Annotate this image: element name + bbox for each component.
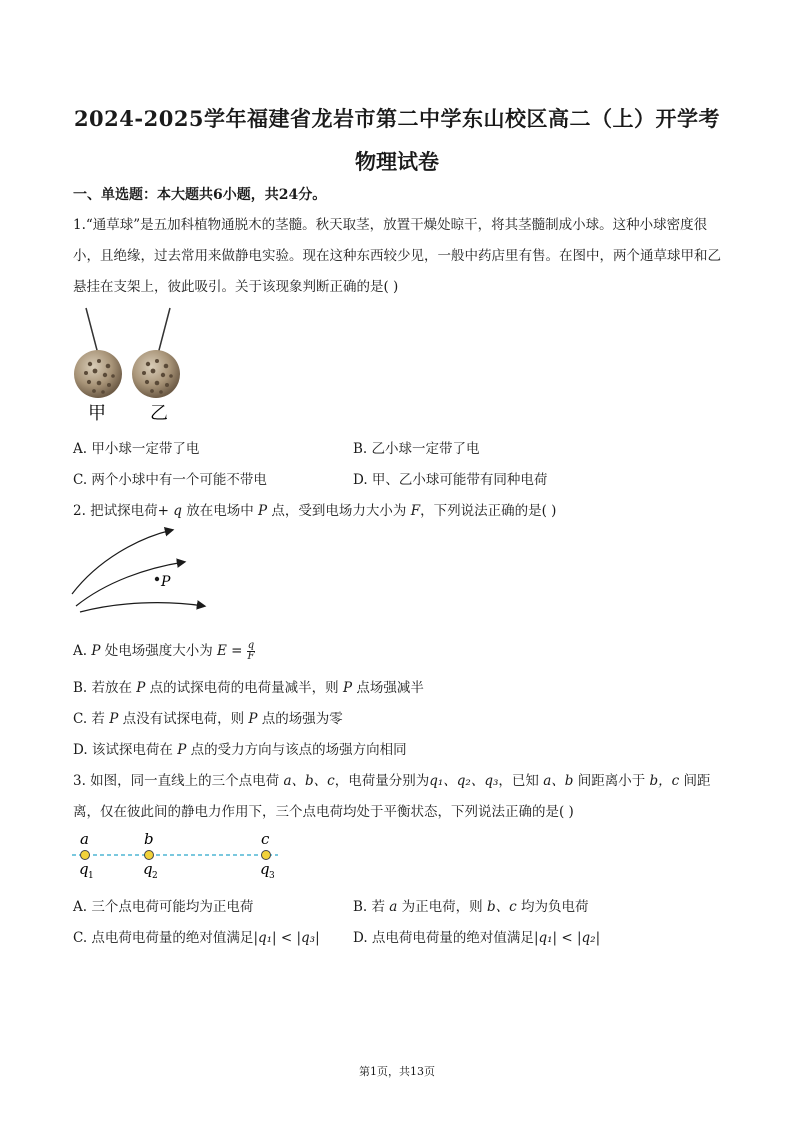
q3-label-q3-sub: 3 xyxy=(269,871,275,881)
q1-option-b: B. 乙小球一定带了电 xyxy=(353,441,480,457)
q3-figure-charges xyxy=(68,826,288,882)
q1-ball-right xyxy=(132,350,180,398)
q2-field-line-1 xyxy=(72,530,172,594)
q3-label-q2: q xyxy=(143,860,153,878)
q2-figure-field-lines xyxy=(68,526,218,614)
q2-fraction: $\frac{q}{F}$ xyxy=(247,640,255,662)
q3-label-a: a xyxy=(80,830,89,848)
q2-label-p: P xyxy=(161,574,171,590)
q1-figure-pith-balls xyxy=(68,306,188,424)
q3-charge-c xyxy=(262,851,271,860)
exam-title-line1: 2024-2025学年福建省龙岩市第二中学东山校区高二（上）开学考 xyxy=(73,106,721,131)
q1-thread-left xyxy=(86,308,98,354)
q3-option-a: A. 三个点电荷可能均为正电荷 xyxy=(73,899,254,915)
q3-charge-b xyxy=(145,851,154,860)
q3-option-c: C. 点电荷电荷量的绝对值满足|q₁| < |q₃| xyxy=(73,930,320,946)
q3-label-q1: q xyxy=(79,860,89,878)
q2-option-a: A. P 处电场强度大小为 E = $\frac{q}{F}$ xyxy=(73,640,255,662)
q3-stem-line1: 3. 如图，同一直线上的三个点电荷 a、b、c，电荷量分别为q₁、q₂、q₃，已知 a、b 间距离小于 b，c 间距 xyxy=(73,773,711,789)
q3-stem-line2: 离，仅在彼此间的静电力作用下，三个点电荷均处于平衡状态，下列说法正确的是( ) xyxy=(73,804,574,820)
q1-option-a: A. 甲小球一定带了电 xyxy=(73,441,200,457)
q1-label-jia: 甲 xyxy=(88,403,106,424)
q1-label-yi: 乙 xyxy=(150,403,168,424)
q2-option-b: B. 若放在 P 点的试探电荷的电荷量减半，则 P 点场强减半 xyxy=(73,680,424,696)
q3-label-q3: q xyxy=(260,860,270,878)
q3-label-q1-sub: 1 xyxy=(88,871,94,881)
exam-title-line2: 物理试卷 xyxy=(355,149,439,174)
q2-field-line-3 xyxy=(80,603,204,612)
q2-point-p xyxy=(155,577,159,581)
q2-stem: 2. 把试探电荷+ q 放在电场中 P 点，受到电场力大小为 F，下列说法正确的是( ) xyxy=(73,503,557,519)
q3-label-q2-sub: 2 xyxy=(152,871,158,881)
page-footer: 第1页，共13页 xyxy=(359,1065,435,1078)
q3-option-d: D. 点电荷电荷量的绝对值满足|q₁| < |q₂| xyxy=(353,930,601,946)
q3-charge-a xyxy=(81,851,90,860)
q3-option-b: B. 若 a 为正电荷，则 b、c 均为负电荷 xyxy=(353,899,589,915)
q3-label-c: c xyxy=(261,830,270,848)
q1-thread-right xyxy=(158,308,170,354)
q1-ball-left xyxy=(74,350,122,398)
q2-option-c: C. 若 P 点没有试探电荷，则 P 点的场强为零 xyxy=(73,711,343,727)
q1-stem: 1.“通草球”是五加科植物通脱木的茎髓。秋天取茎，放置干燥处晾干，将其茎髓制成小球。这种小球密度很小，且绝缘，过去常用来做静电实验。现在这种东西较少见，一般中药店里有售。在图中，两个通草球甲和乙悬挂在支架上，彼此吸引。关于该现象判断正确的是( ) xyxy=(73,217,721,295)
q2-option-d: D. 该试探电荷在 P 点的受力方向与该点的场强方向相同 xyxy=(73,742,407,758)
q3-label-b: b xyxy=(144,830,154,848)
q1-option-c: C. 两个小球中有一个可能不带电 xyxy=(73,472,267,488)
section-header: 一、单选题：本大题共6小题，共24分。 xyxy=(73,187,327,203)
q1-option-d: D. 甲、乙小球可能带有同种电荷 xyxy=(353,472,548,488)
